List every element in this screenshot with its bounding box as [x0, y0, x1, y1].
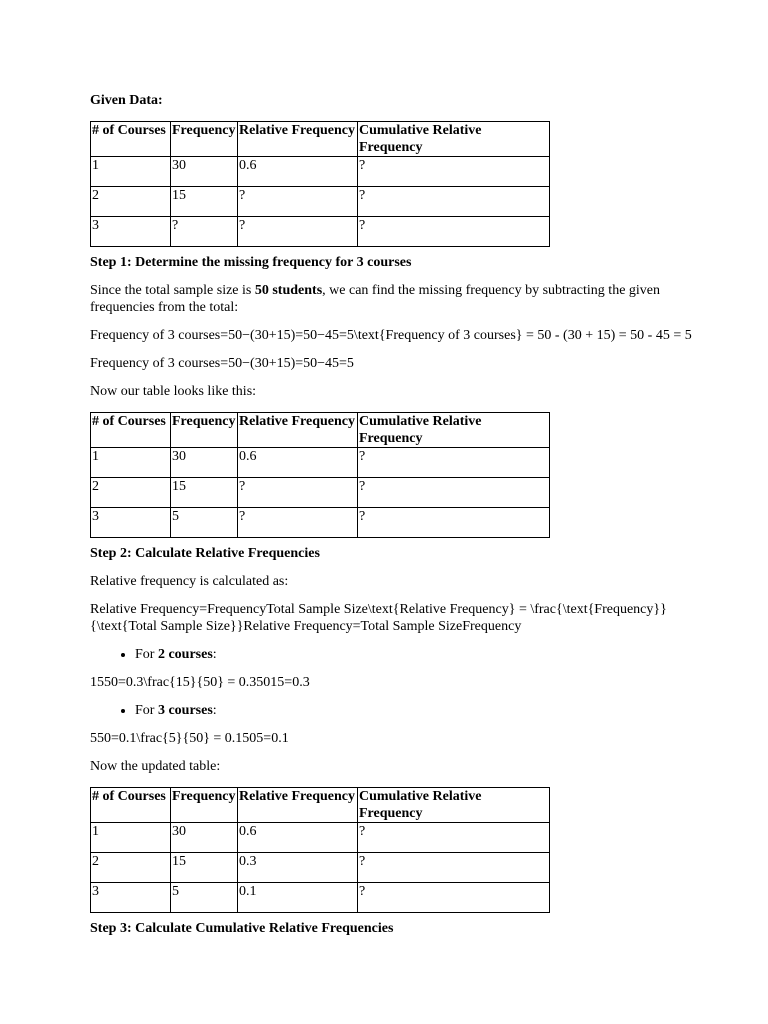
calc-2-courses: 1550=0.3\frac{15}{50} = 0.35015​=0.3: [90, 675, 310, 690]
table-cell: ?: [358, 217, 550, 247]
table-cell: 3: [91, 217, 171, 247]
table-cell: 5: [171, 883, 238, 913]
table-cell: ?: [238, 508, 358, 538]
step1-equation-1: Frequency of 3 courses=50−(30+15)=50−45=5\text{Frequency of 3 courses} = 50 - (30 + 15) = 50 - 45 = 5: [90, 328, 692, 343]
table-cell: 0.6: [238, 823, 358, 853]
table-cell: 0.6: [238, 448, 358, 478]
table-cell: ?: [358, 448, 550, 478]
step1-text-b: , we can find the missing frequency by subtracting the given frequencies from the total:: [90, 283, 661, 315]
table-cell: ?: [358, 187, 550, 217]
table-row: [91, 478, 550, 508]
data-table-3: [90, 787, 550, 913]
bullet1-bold: 2 courses: [157, 647, 213, 662]
column-header: Relative Frequency: [238, 122, 358, 157]
table-row: [91, 157, 550, 187]
column-header: Frequency: [171, 788, 238, 823]
step3-heading: Step 3: Calculate Cumulative Relative Frequencies: [90, 921, 394, 936]
bullet-3-courses: [135, 702, 700, 719]
step1-text-a: Since the total sample size is: [90, 283, 255, 298]
table-cell: 15: [171, 853, 238, 883]
table-row: [91, 217, 550, 247]
table-cell: ?: [358, 883, 550, 913]
table-row: [91, 187, 550, 217]
column-header: Frequency: [171, 413, 238, 448]
table-cell: 1: [91, 823, 171, 853]
table-row: [91, 883, 550, 913]
table-cell: ?: [358, 157, 550, 187]
bullet-list-1: [90, 646, 700, 663]
table-cell: ?: [358, 853, 550, 883]
bullet-list-2: [90, 702, 700, 719]
document-body: [90, 92, 700, 937]
bullet1-pre: For: [135, 647, 158, 662]
table-cell: 15: [171, 478, 238, 508]
table-cell: ?: [238, 217, 358, 247]
table-header-row: [91, 413, 550, 448]
table-cell: ?: [238, 187, 358, 217]
step1-heading: Step 1: Determine the missing frequency for 3 courses: [90, 255, 412, 270]
table-cell: ?: [358, 478, 550, 508]
table-cell: 2: [91, 853, 171, 883]
step1-text-bold: 50 students: [254, 283, 323, 298]
table-cell: 3: [91, 508, 171, 538]
column-header: Frequency: [171, 122, 238, 157]
table-cell: 0.1: [238, 883, 358, 913]
table-cell: 0.3: [238, 853, 358, 883]
data-table-2: [90, 412, 550, 538]
table-cell: 30: [171, 157, 238, 187]
table-cell: 30: [171, 823, 238, 853]
table-row: [91, 853, 550, 883]
table-cell: 1: [91, 157, 171, 187]
bullet2-bold: 3 courses: [157, 703, 213, 718]
bullet1-post: :: [212, 647, 217, 662]
table-header-row: [91, 122, 550, 157]
table-cell: ?: [358, 823, 550, 853]
table-cell: 2: [91, 478, 171, 508]
step2-heading: Step 2: Calculate Relative Frequencies: [90, 546, 320, 561]
bullet-2-courses: [135, 646, 700, 663]
table-cell: 15: [171, 187, 238, 217]
table3-intro: Now the updated table:: [90, 759, 221, 774]
column-header: # of Courses: [91, 413, 171, 448]
column-header: Cumulative Relative Frequency: [358, 122, 550, 157]
table-row: [91, 448, 550, 478]
table-cell: ?: [238, 478, 358, 508]
table-cell: 0.6: [238, 157, 358, 187]
column-header: Relative Frequency: [238, 413, 358, 448]
bullet2-pre: For: [135, 703, 158, 718]
given-data-heading: Given Data:: [90, 93, 163, 108]
table-cell: ?: [171, 217, 238, 247]
column-header: # of Courses: [91, 122, 171, 157]
step1-paragraph: [90, 282, 700, 316]
data-table-1: [90, 121, 550, 247]
bullet2-post: :: [212, 703, 217, 718]
table-header-row: [91, 788, 550, 823]
calc-3-courses: 550=0.1\frac{5}{50} = 0.1505​=0.1: [90, 731, 289, 746]
table-row: [91, 823, 550, 853]
table-cell: 5: [171, 508, 238, 538]
column-header: Cumulative Relative Frequency: [358, 788, 550, 823]
table-cell: 2: [91, 187, 171, 217]
table-cell: 1: [91, 448, 171, 478]
table-cell: 3: [91, 883, 171, 913]
step1-equation-2: Frequency of 3 courses=50−(30+15)=50−45=5: [90, 356, 354, 371]
table-cell: ?: [358, 508, 550, 538]
table-row: [91, 508, 550, 538]
column-header: # of Courses: [91, 788, 171, 823]
step2-paragraph: Relative frequency is calculated as:: [90, 574, 289, 589]
column-header: Cumulative Relative Frequency: [358, 413, 550, 448]
table-cell: 30: [171, 448, 238, 478]
step2-formula: Relative Frequency=FrequencyTotal Sample Size\text{Relative Frequency} = \frac{\text{Frequency}}{\text{Total Sample Size}}Relative Frequency=Total Sample SizeFrequency: [90, 602, 667, 634]
column-header: Relative Frequency: [238, 788, 358, 823]
table2-intro: Now our table looks like this:: [90, 384, 257, 399]
